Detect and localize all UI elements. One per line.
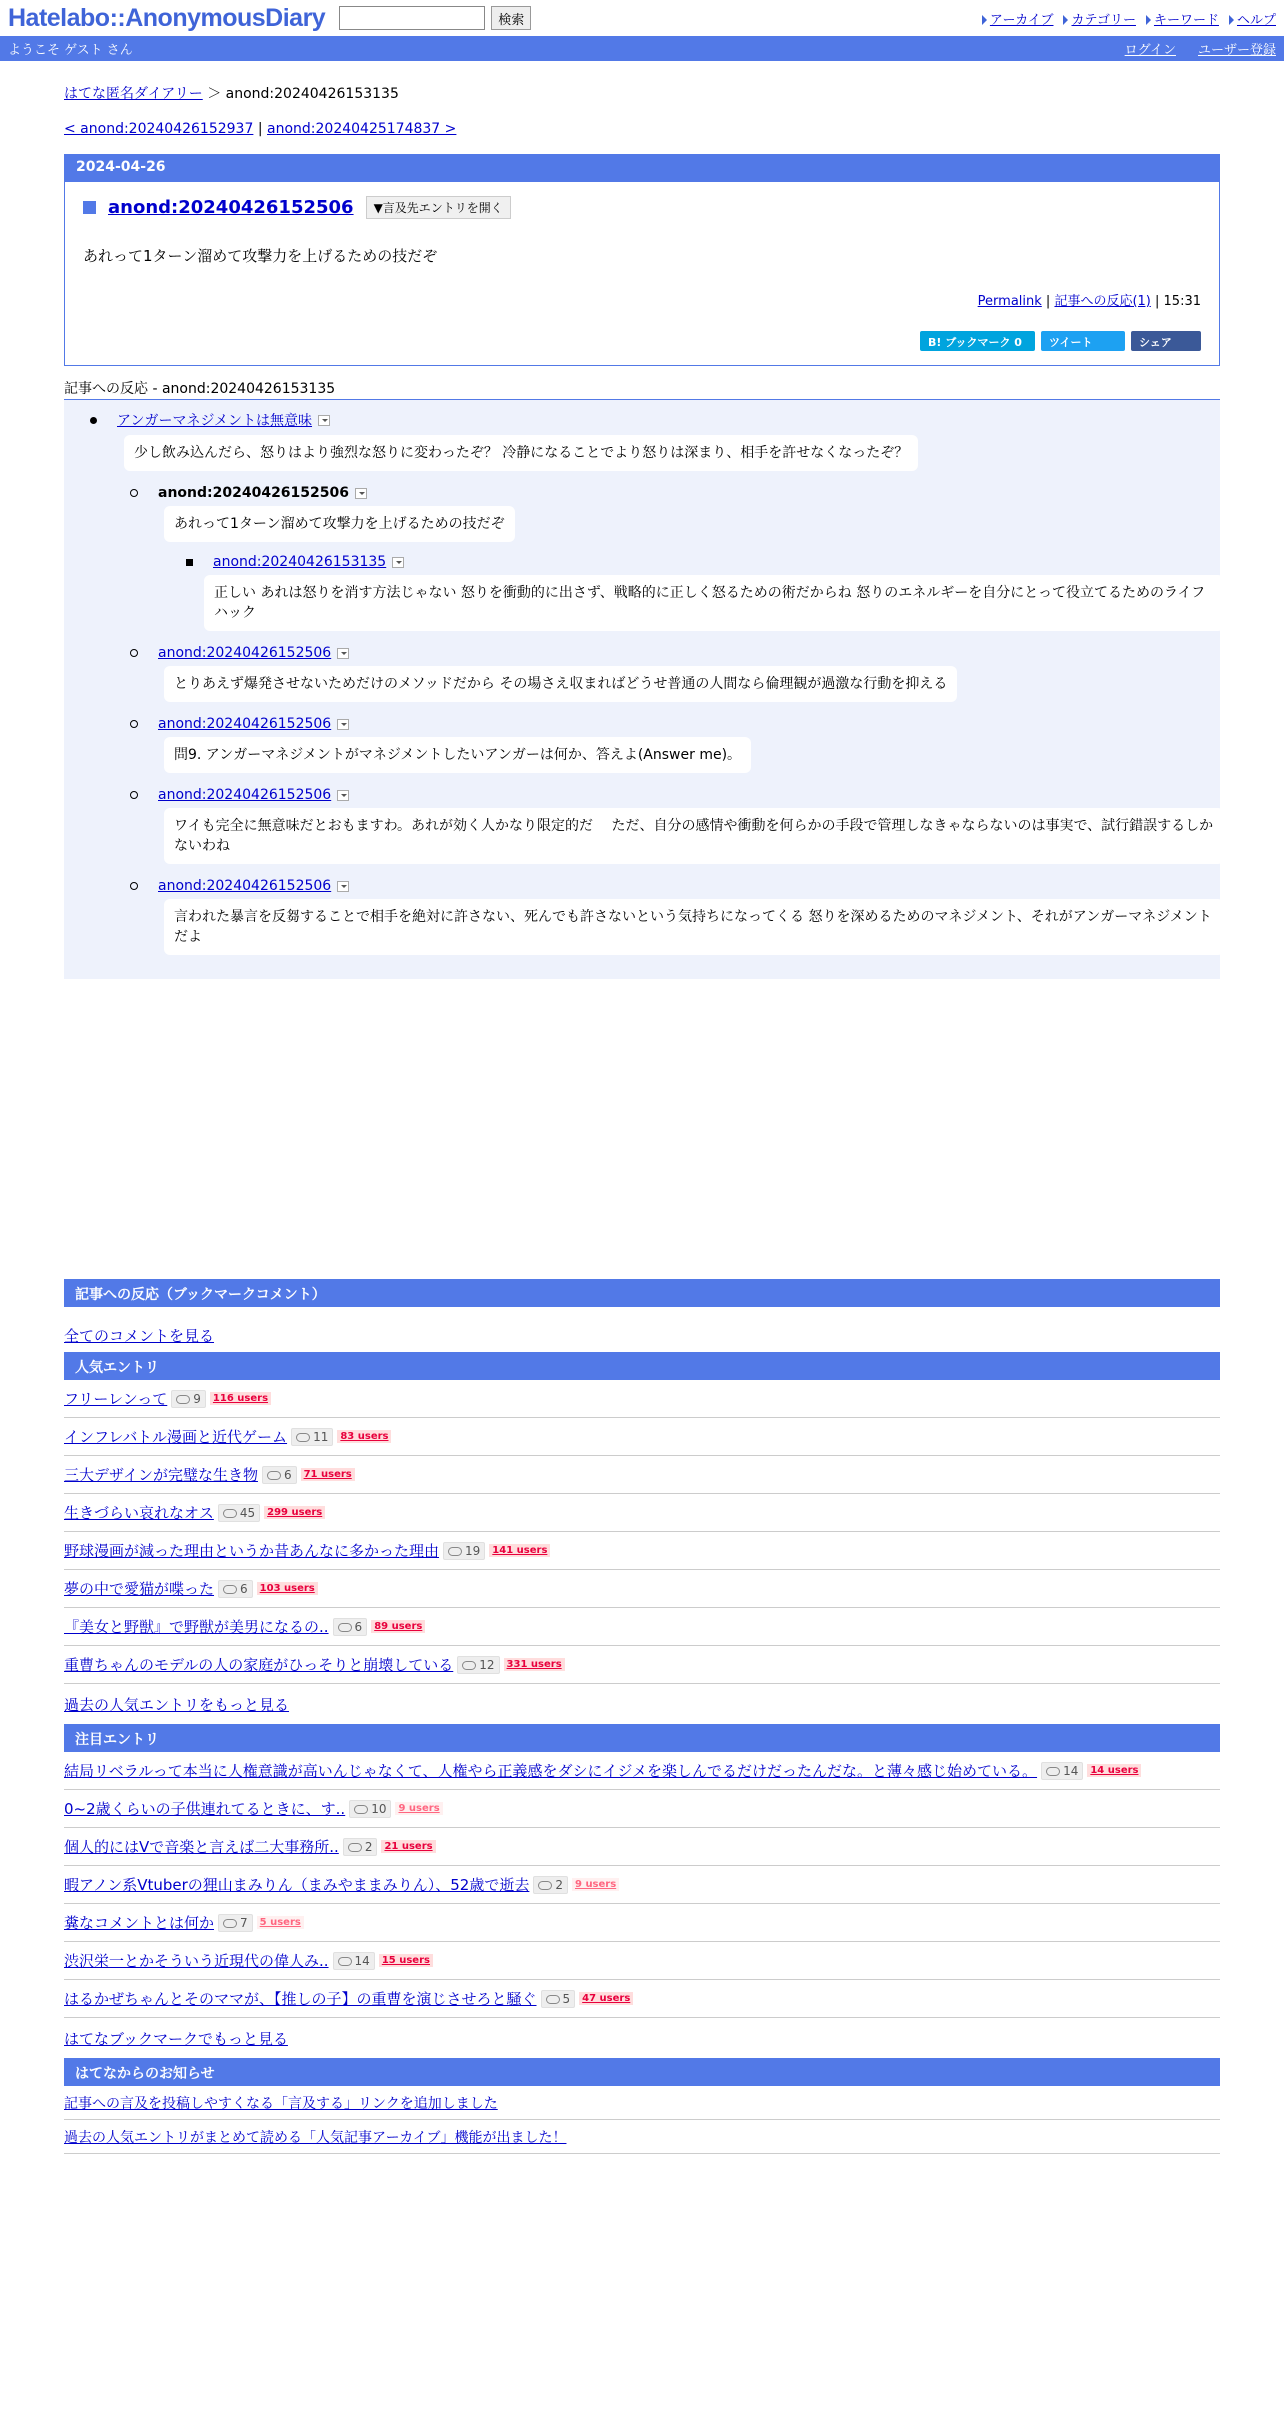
featured-list xyxy=(64,1752,1220,2018)
comment-bubble-icon xyxy=(546,1995,560,2004)
square-icon xyxy=(83,201,96,214)
breadcrumb-current: anond:20240426153135 xyxy=(225,86,399,102)
tree-child-link[interactable]: anond:20240426152506 xyxy=(158,878,332,894)
users-badge[interactable]: 14 users xyxy=(1087,1764,1141,1777)
tree-grandchild-head xyxy=(186,554,1204,570)
entry-row xyxy=(64,1608,1220,1646)
comment-count-value: 6 xyxy=(283,1467,292,1482)
nav-category xyxy=(1063,9,1135,28)
nav-archive xyxy=(982,9,1054,28)
entry-row xyxy=(64,1494,1220,1532)
tree-child xyxy=(80,645,1204,702)
nav-help-link[interactable]: ヘルプ xyxy=(1236,12,1276,28)
entry-row xyxy=(64,1380,1220,1418)
comment-count[interactable] xyxy=(291,1428,333,1446)
prev-next-nav xyxy=(64,121,1220,137)
users-badge[interactable]: 331 users xyxy=(504,1658,565,1671)
circle-bullet-icon xyxy=(130,649,138,657)
comment-count[interactable] xyxy=(443,1542,485,1560)
comment-bubble-icon xyxy=(348,1843,362,1852)
all-comments xyxy=(64,1325,1220,1346)
tree-child-head xyxy=(130,716,1204,732)
entry-row xyxy=(64,1790,1220,1828)
comment-bubble-icon xyxy=(223,1585,237,1594)
comment-bubble-icon xyxy=(462,1661,476,1670)
entry-title-link[interactable]: anond:20240426152506 xyxy=(108,197,354,218)
entry-row xyxy=(64,1904,1220,1942)
entry-link[interactable]: 三大デザインが完璧な生き物 xyxy=(64,1466,258,1484)
entry-row xyxy=(64,1866,1220,1904)
comment-count[interactable] xyxy=(349,1800,391,1818)
notice-link[interactable]: 記事への言及を投稿しやすくなる「言及する」リンクを追加しました xyxy=(64,2095,498,2112)
nav-category-link[interactable]: カテゴリー xyxy=(1071,12,1136,28)
entry-link[interactable]: 糞なコメントとは何か xyxy=(64,1914,215,1932)
tree-child-link[interactable]: anond:20240426152506 xyxy=(158,645,332,661)
entry-row xyxy=(64,1532,1220,1570)
tree-root-head xyxy=(90,410,1204,430)
comment-count-value: 5 xyxy=(562,1991,571,2006)
triangle-icon xyxy=(982,15,987,25)
tree-child xyxy=(80,716,1204,773)
comment-count-value: 45 xyxy=(239,1505,256,1520)
users-badge[interactable]: 141 users xyxy=(489,1544,550,1557)
dropdown-icon[interactable] xyxy=(355,488,367,499)
comment-count-value: 2 xyxy=(555,1877,563,1892)
main-content xyxy=(64,83,1220,2154)
facebook-share-button[interactable]: シェア xyxy=(1131,331,1201,351)
comment-count[interactable] xyxy=(533,1876,568,1894)
users-badge[interactable]: 9 users xyxy=(572,1878,619,1891)
comment-count-value: 10 xyxy=(371,1801,387,1816)
tree-child-head xyxy=(130,787,1204,803)
triangle-icon xyxy=(1229,15,1234,25)
comment-count-value: 14 xyxy=(1063,1763,1079,1778)
site-logo[interactable]: Hatelabo::AnonymousDiary xyxy=(8,3,326,32)
ad-space xyxy=(64,979,1220,1279)
comment-count-value: 11 xyxy=(313,1429,329,1444)
users-badge[interactable]: 116 users xyxy=(210,1392,271,1405)
triangle-icon xyxy=(1146,15,1151,25)
popular-section-title: 人気エントリ xyxy=(64,1352,1220,1380)
users-badge[interactable]: 15 users xyxy=(379,1954,433,1967)
reactions-link[interactable]: 記事への反応(1) xyxy=(1054,294,1151,309)
notice-item xyxy=(64,2120,1220,2154)
nav-archive-link[interactable]: アーカイブ xyxy=(989,12,1054,28)
comment-count[interactable] xyxy=(333,1618,368,1636)
entry-link[interactable]: 個人的にはVで音楽と言えば二大事務所.. xyxy=(64,1838,339,1856)
permalink[interactable]: Permalink xyxy=(977,294,1042,309)
square-bullet-icon xyxy=(186,559,193,566)
entry-row xyxy=(64,1828,1220,1866)
tree-child-link[interactable]: anond:20240426152506 xyxy=(158,716,332,732)
comment-count-value: 2 xyxy=(364,1839,373,1854)
notices-section-title: はてなからのお知らせ xyxy=(64,2058,1220,2086)
entry-row xyxy=(64,1646,1220,1684)
dropdown-icon[interactable] xyxy=(337,648,349,659)
comment-count-value: 9 xyxy=(193,1391,201,1406)
user-bar xyxy=(0,36,1284,61)
comment-count[interactable] xyxy=(343,1838,378,1856)
entry-link[interactable]: 『美女と野獣』で野獣が美男になるの.. xyxy=(64,1618,329,1636)
entry-row xyxy=(64,1942,1220,1980)
breadcrumb-sep: ＞ xyxy=(207,86,222,102)
tree-grandchild-text: 正しい あれは怒りを消す方法じゃない 怒りを衝動的に出さず、戦略的に正しく怒るための術だからね 怒りのエネルギーを自分にとって役立てるためのライフハック xyxy=(204,575,1224,631)
entry-row xyxy=(64,1752,1220,1790)
popular-more xyxy=(64,1684,1220,1724)
next-entry-link[interactable]: anond:20240425174837 > xyxy=(267,121,457,137)
tree-child-text: あれって1ターン溜めて攻撃力を上げるための技だぞ xyxy=(164,506,515,542)
tree-child-text: 言われた暴言を反芻することで相手を絶対に許さない、死んでも許さないという気持ちになってくる 怒りを深めるためのマネジメント、それがアンガーマネジメントだよ xyxy=(164,899,1224,955)
share-buttons xyxy=(83,331,1201,351)
comment-bubble-icon xyxy=(176,1395,190,1404)
entry-text: あれって1ターン溜めて攻撃力を上げるための技だぞ xyxy=(83,247,438,265)
comment-bubble-icon xyxy=(223,1509,237,1518)
popular-more-link[interactable]: 過去の人気エントリをもっと見る xyxy=(64,1695,290,1714)
entry-link[interactable]: 生きづらい哀れなオス xyxy=(64,1504,214,1522)
entry-link[interactable]: インフレバトル漫画と近代ゲーム xyxy=(64,1428,288,1446)
comment-count[interactable] xyxy=(218,1504,260,1522)
notice-item xyxy=(64,2086,1220,2120)
comment-bubble-icon xyxy=(338,1623,352,1632)
tree-grandchild xyxy=(80,554,1204,631)
register-link[interactable]: ユーザー登録 xyxy=(1197,43,1276,58)
comment-bubble-icon xyxy=(538,1881,552,1890)
tree-child-title: anond:20240426152506 xyxy=(158,485,349,501)
comment-bubble-icon xyxy=(296,1433,310,1442)
diary-entry xyxy=(64,154,1220,366)
featured-section-title: 注目エントリ xyxy=(64,1724,1220,1752)
top-nav xyxy=(982,9,1276,28)
tree-root-link[interactable]: アンガーマネジメントは無意味 xyxy=(117,413,313,429)
users-badge[interactable]: 5 users xyxy=(257,1916,304,1929)
breadcrumb-root[interactable]: はてな匿名ダイアリー xyxy=(64,86,203,102)
breadcrumb xyxy=(64,83,1220,103)
users-badge[interactable]: 9 users xyxy=(395,1802,442,1815)
circle-bullet-icon xyxy=(130,791,138,799)
nav-keyword-link[interactable]: キーワード xyxy=(1153,12,1219,28)
entry-link[interactable]: 重曹ちゃんのモデルの人の家庭がひっそりと崩壊している xyxy=(64,1656,454,1674)
triangle-icon xyxy=(1063,15,1068,25)
entry-row xyxy=(64,1418,1220,1456)
tree-child-head xyxy=(130,878,1204,894)
comment-count[interactable] xyxy=(218,1914,253,1932)
tree-root-text: 少し飲み込んだら、怒りはより強烈な怒りに変わったぞ？ 冷静になることでより怒りは深まり、相手を許せなくなったぞ？ xyxy=(124,435,918,471)
hatena-bookmark-button[interactable]: B! ブックマーク 0 xyxy=(920,331,1035,351)
entry-meta: Permalink | 記事への反応(1) | 15:31 xyxy=(977,294,1201,309)
comment-count[interactable] xyxy=(541,1990,576,2008)
entry-link[interactable]: 渋沢栄一とかそういう近現代の偉人み.. xyxy=(64,1952,329,1970)
tweet-button[interactable]: ツイート xyxy=(1041,331,1125,351)
comment-count[interactable] xyxy=(1041,1762,1083,1780)
dropdown-icon[interactable] xyxy=(392,557,404,568)
tree-grandchild-link[interactable]: anond:20240426153135 xyxy=(213,554,387,570)
entry-time: 15:31 xyxy=(1163,294,1201,309)
login-link[interactable]: ログイン xyxy=(1124,43,1176,58)
tree-child xyxy=(80,485,1204,631)
featured-more xyxy=(64,2018,1220,2058)
circle-bullet-icon xyxy=(130,489,138,497)
entry-link[interactable]: 暇アノン系Vtuberの狸山まみりん（まみやままみりん）、52歳で逝去 xyxy=(64,1876,530,1894)
tree-child-head xyxy=(130,485,1204,501)
tree-child-text: 問9. アンガーマネジメントがマネジメントしたいアンガーは何か、答えよ(Answer me)。 xyxy=(164,737,751,773)
entry-link[interactable]: 野球漫画が減った理由というか昔あんなに多かった理由 xyxy=(64,1542,440,1560)
entry-body xyxy=(65,182,1219,365)
comment-count-value: 12 xyxy=(479,1657,495,1672)
users-badge[interactable]: 71 users xyxy=(301,1468,355,1481)
notice-link[interactable]: 過去の人気エントリがまとめて読める「人気記事アーカイブ」機能が出ました！ xyxy=(64,2129,567,2146)
comment-count[interactable] xyxy=(333,1952,375,1970)
entry-link[interactable]: フリーレンって xyxy=(64,1390,168,1408)
tree-child-text: とりあえず爆発させないためだけのメソッドだから その場さえ収まればどうせ普通の人間なら倫理観が過激な行動を抑える xyxy=(164,666,957,702)
dropdown-icon[interactable] xyxy=(337,790,349,801)
search-input[interactable] xyxy=(339,6,485,30)
comment-bubble-icon xyxy=(223,1919,237,1928)
users-badge[interactable]: 89 users xyxy=(371,1620,425,1633)
circle-bullet-icon xyxy=(130,882,138,890)
entry-link[interactable]: はるかぜちゃんとそのママが、【推しの子】の重曹を演じさせろと騒ぐ xyxy=(64,1990,537,2008)
search-button[interactable]: 検索 xyxy=(491,6,531,30)
tree-child xyxy=(80,787,1214,864)
comment-count[interactable] xyxy=(262,1466,297,1484)
entry-date: 2024-04-26 xyxy=(65,155,1219,182)
entry-row xyxy=(64,1456,1220,1494)
comment-count[interactable] xyxy=(171,1390,206,1408)
circle-bullet-icon xyxy=(130,720,138,728)
comment-count-value: 6 xyxy=(240,1581,248,1596)
tree-child-head xyxy=(130,645,1204,661)
comment-count-value: 19 xyxy=(465,1543,481,1558)
entry-row xyxy=(64,1980,1220,2018)
entry-link[interactable]: 結局リベラルって本当に人権意識が高いんじゃなくて、人権やら正義感をダシにイジメを楽しんでるだけだったんだな。と薄々感じ始めている。 xyxy=(64,1762,1038,1780)
tree-child-link[interactable]: anond:20240426152506 xyxy=(158,787,332,803)
users-badge[interactable]: 21 users xyxy=(381,1840,435,1853)
users-badge[interactable]: 83 users xyxy=(337,1430,391,1443)
prev-entry-link[interactable]: < anond:20240426152937 xyxy=(64,121,254,137)
reactions-heading: 記事への反応 - anond:20240426153135 xyxy=(64,378,1220,400)
entry-row xyxy=(64,1570,1220,1608)
popular-list xyxy=(64,1380,1220,1684)
notices-list xyxy=(64,2086,1220,2154)
comment-count[interactable] xyxy=(218,1580,253,1598)
featured-more-link[interactable]: はてなブックマークでもっと見る xyxy=(64,2029,288,2048)
nav-help xyxy=(1229,9,1276,28)
entry-link[interactable]: 夢の中で愛猫が喋った xyxy=(64,1580,215,1598)
dropdown-icon[interactable] xyxy=(318,415,330,426)
comment-bubble-icon xyxy=(1046,1767,1060,1776)
entry-link[interactable]: 0~2歳くらいの子供連れてるときに、す.. xyxy=(64,1800,346,1818)
dropdown-icon[interactable] xyxy=(337,719,349,730)
comment-count-value: 7 xyxy=(240,1915,248,1930)
nav-keyword xyxy=(1146,9,1219,28)
prev-next-sep: | xyxy=(257,121,263,137)
users-badge[interactable]: 47 users xyxy=(579,1992,633,2005)
entry-title-row xyxy=(83,196,1201,219)
top-header xyxy=(0,0,1284,36)
comment-count[interactable] xyxy=(457,1656,499,1674)
tree-child-text: ワイも完全に無意味だとおもますわ。あれが効く人かなり限定的だ ただ、自分の感情や衝動を何らかの手段で管理しなきゃならないのは事実で、試行錯誤するしかないわね xyxy=(164,808,1224,864)
users-badge[interactable]: 103 users xyxy=(257,1582,318,1595)
users-badge[interactable]: 299 users xyxy=(264,1506,325,1519)
comment-count-value: 14 xyxy=(354,1953,370,1968)
bookmark-section-title: 記事への反応（ブックマークコメント） xyxy=(64,1279,1220,1307)
comment-bubble-icon xyxy=(267,1471,281,1480)
dropdown-icon[interactable] xyxy=(337,881,349,892)
tree-root xyxy=(80,410,1204,471)
reaction-tree xyxy=(64,400,1220,979)
comment-count-value: 6 xyxy=(354,1619,363,1634)
tree-child xyxy=(80,878,1212,955)
welcome-text: ようこそ ゲスト さん xyxy=(8,43,133,58)
comment-bubble-icon xyxy=(338,1957,352,1966)
open-reference-button[interactable]: ▼言及先エントリを開く xyxy=(366,196,511,219)
comment-bubble-icon xyxy=(354,1805,368,1814)
comment-bubble-icon xyxy=(448,1547,462,1556)
all-comments-link[interactable]: 全てのコメントを見る xyxy=(64,1327,215,1345)
disc-bullet-icon xyxy=(90,417,97,424)
